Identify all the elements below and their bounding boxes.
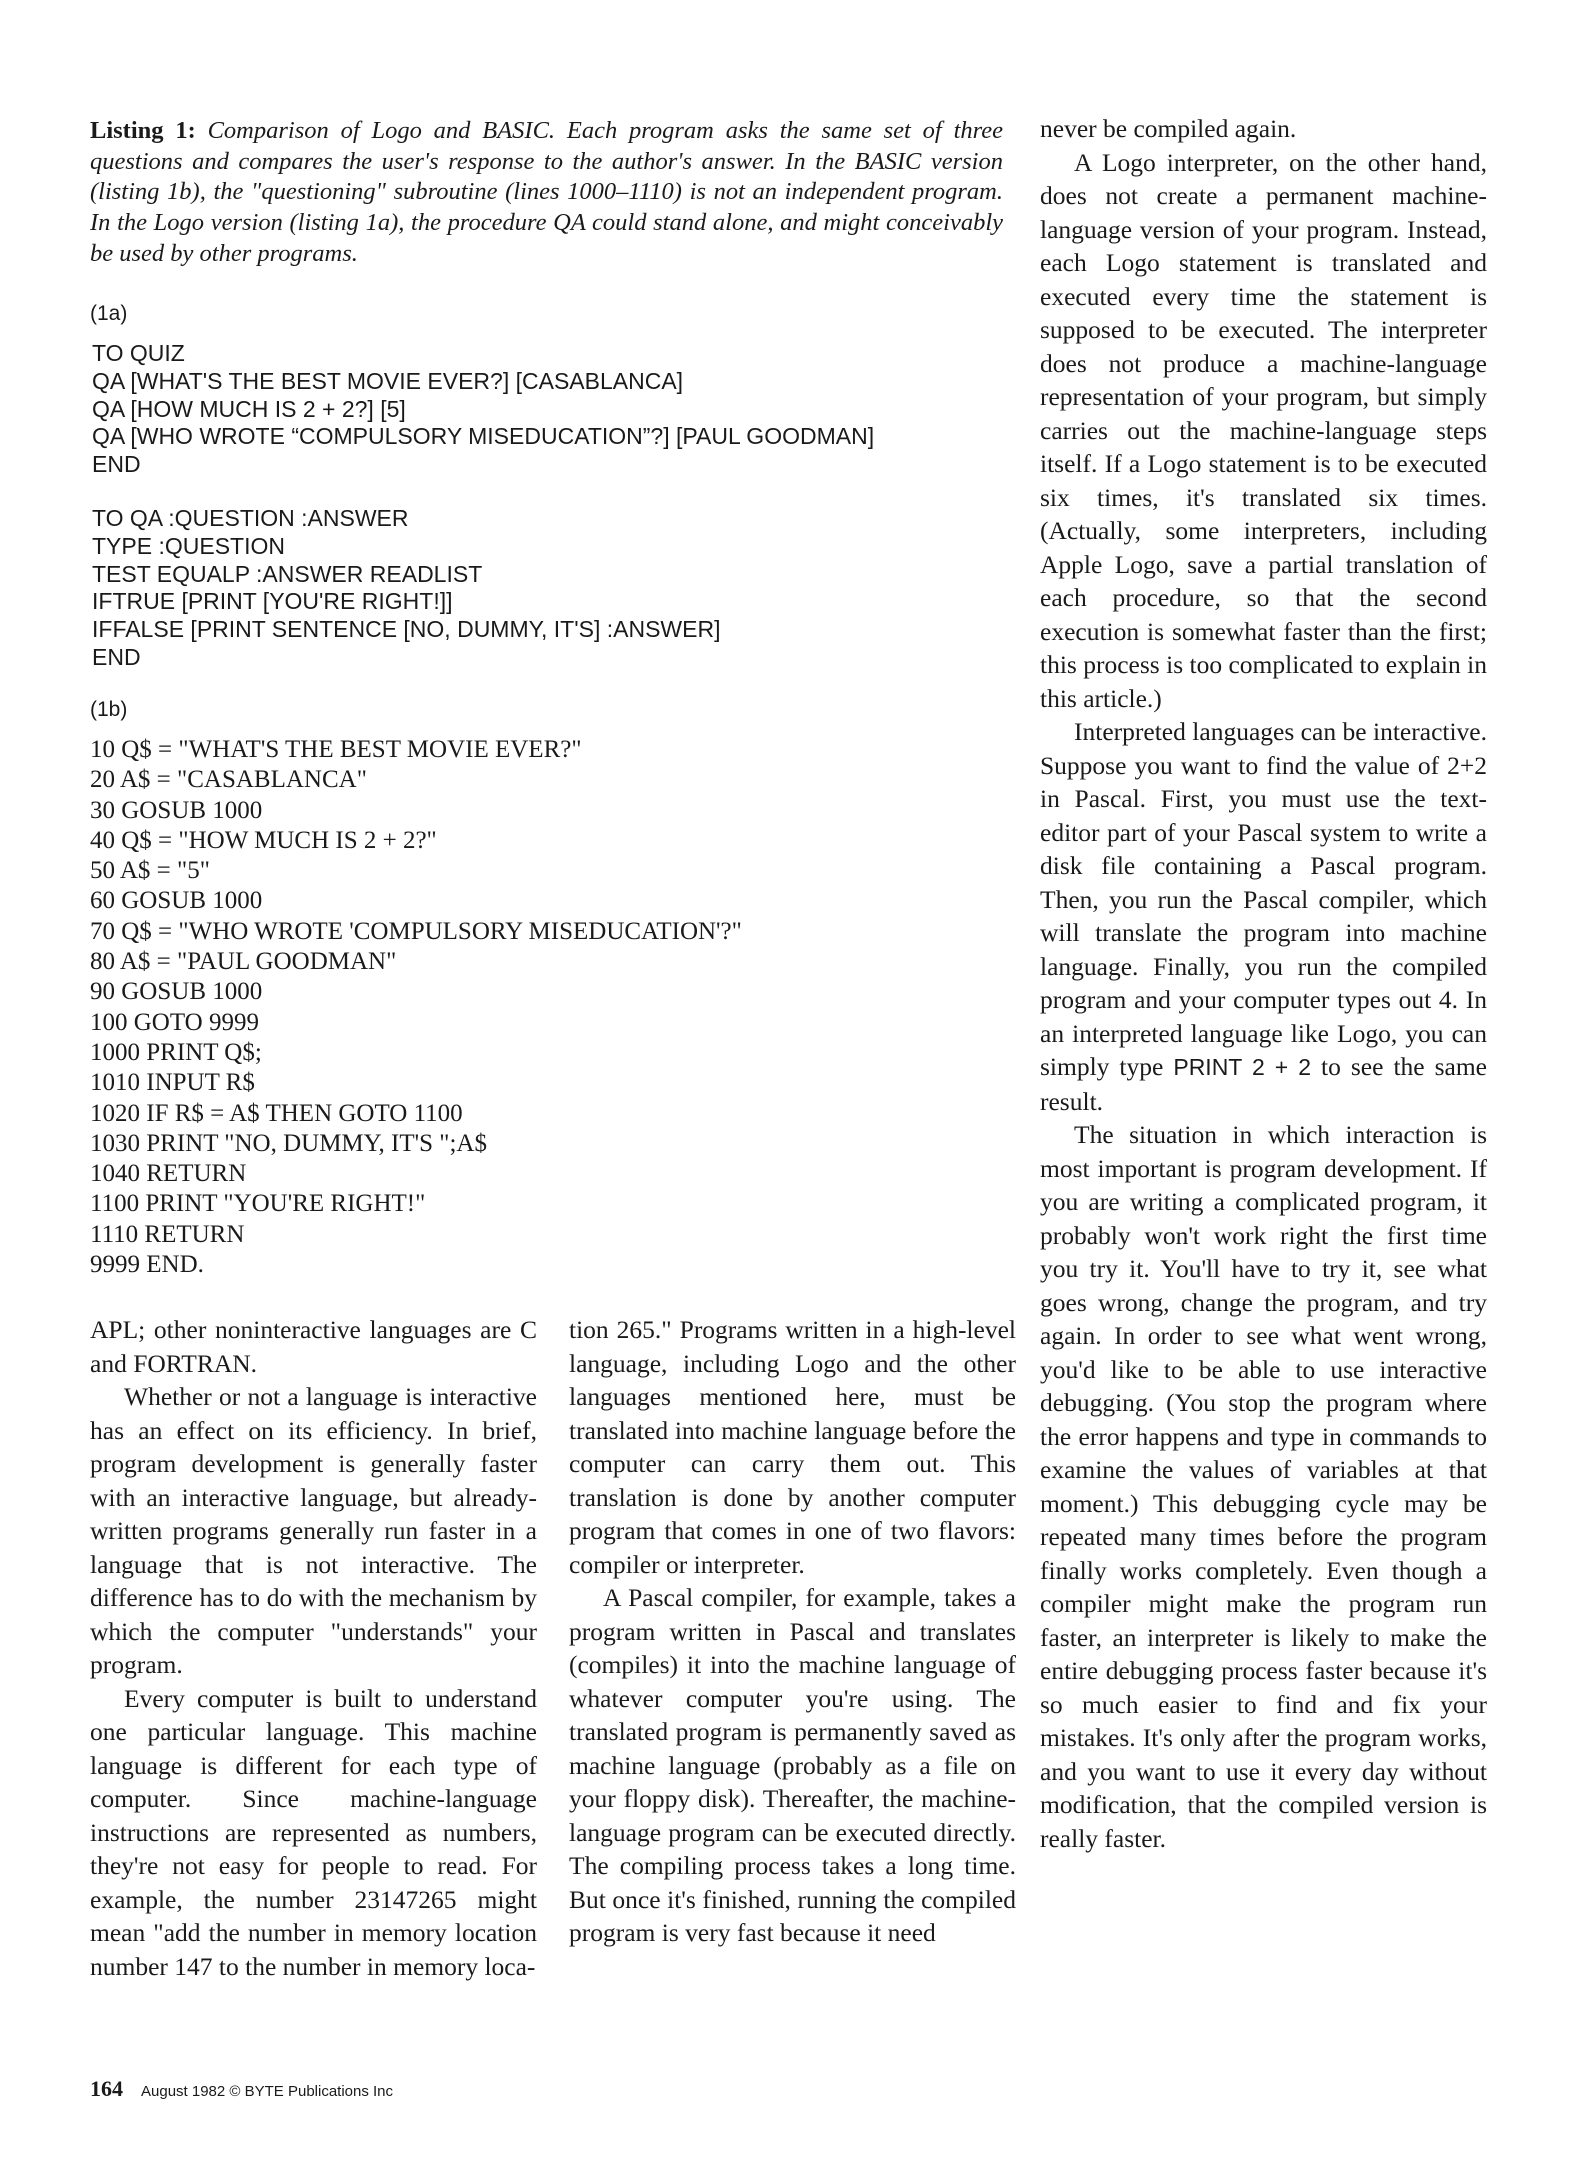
code-line: 1020 IF R$ = A$ THEN GOTO 1100 bbox=[90, 1099, 463, 1127]
paragraph: The situation in which interaction is most important is program development. If you are writing a complicated program, it probably won't work right the first time you try it. You'll have to try it, see what goes wrong, change the program, and try again. In order to see what went wrong, you'd like to be able to use interactive debugging. (You stop the program where the error happens and type in commands to examine the values of variables at that moment.) This debugging cycle may be repeated many times before the program finally works completely. Even though a compiler might make the program run faster, an interpreter is likely to make the entire debugging process faster because it's so much easier to find and fix your mistakes. It's only after the program works, and you want to use it every day without modification, that the compiled version is really faster. bbox=[1040, 1120, 1487, 1853]
paragraph-text: to see the same result. bbox=[1040, 1052, 1488, 1116]
logo-quiz-procedure bbox=[92, 340, 874, 479]
paragraph: Whether or not a language is interactive has an effect on its efficiency. In brief, program development is generally faster with an interactive language, but already-written programs generally run faster in a language that is not interactive. The difference has to do with the mechanism by which the computer "understands" your program. bbox=[90, 1382, 537, 1679]
code-line: QA [WHO WROTE “COMPULSORY MISEDUCATION”?] [PAUL GOODMAN] bbox=[92, 423, 875, 450]
paragraph-text: Interpreted languages can be interactive. Suppose you want to find the value of 2+2 in Pascal. First, you must use the text-editor part of your Pascal system to write a disk file containing a Pascal program. Then, you run the Pascal compiler, which will translate the program into machine language. Finally, you run the compiled program and your computer types out 4. In an interpreted language like Logo, you can simply type bbox=[1040, 717, 1487, 1081]
code-line: TYPE :QUESTION bbox=[92, 532, 285, 559]
paragraph: A Pascal compiler, for example, takes a program written in Pascal and translates (compiles) it into the machine language of whatever computer you're using. The translated program is permanently saved as machine language (probably as a file on your floppy disk). Thereafter, the machine-language program can be executed directly. The compiling process takes a long time. But once it's finished, running the compiled program is very fast because it need bbox=[569, 1583, 1016, 1947]
code-line: 1100 PRINT "YOU'RE RIGHT!" bbox=[90, 1190, 426, 1218]
code-line: 100 GOTO 9999 bbox=[90, 1008, 259, 1036]
code-line: QA [HOW MUCH IS 2 + 2?] [5] bbox=[92, 395, 406, 422]
listing-caption bbox=[90, 116, 1003, 270]
page-number: 164 bbox=[90, 2076, 123, 2101]
column-right bbox=[1040, 112, 1487, 1855]
inline-code: PRINT 2 + 2 bbox=[1173, 1054, 1312, 1080]
caption-label: Listing 1: bbox=[90, 117, 196, 144]
code-line: TEST EQUALP :ANSWER READLIST bbox=[92, 560, 483, 587]
paragraph: APL; other noninteractive languages are C and FORTRAN. bbox=[90, 1315, 537, 1378]
logo-qa-procedure bbox=[92, 505, 720, 672]
code-line: END bbox=[92, 451, 141, 478]
caption-text: Comparison of Logo and BASIC. Each program asks the same set of three questions and compares the user's response to the author's answer. In the BASIC version (listing 1b), the "questioning" subroutine (lines 1000–1110) is not an independent program. In the Logo version (listing 1a), the procedure QA could stand alone, and might conceivably be used by other programs. bbox=[90, 117, 1003, 267]
code-line: 50 A$ = "5" bbox=[90, 857, 210, 885]
publication-credit: August 1982 © BYTE Publications Inc bbox=[141, 2083, 394, 2100]
code-line: 1040 RETURN bbox=[90, 1160, 247, 1188]
code-line: 1000 PRINT Q$; bbox=[90, 1038, 262, 1066]
code-line: 1010 INPUT R$ bbox=[90, 1069, 255, 1097]
code-line: 90 GOSUB 1000 bbox=[90, 978, 263, 1006]
listing-1b-label: (1b) bbox=[90, 698, 128, 721]
paragraph: tion 265." Programs written in a high-level language, including Logo and the other languages mentioned here, must be translated into machine language before the computer can carry them out. This translation is done by another computer program that comes in one of two flavors: compiler or interpreter. bbox=[569, 1315, 1016, 1579]
paragraph: Every computer is built to understand one particular language. This machine language is different for each type of computer. Since machine-language instructions are represented as numbers, they're not easy for people to read. For example, the number 23147265 might mean "add the number in memory location number 147 to the number in memory loca- bbox=[90, 1683, 537, 1981]
code-line: IFTRUE [PRINT [YOU'RE RIGHT!]] bbox=[92, 588, 453, 615]
code-line: 60 GOSUB 1000 bbox=[90, 887, 263, 915]
basic-listing bbox=[90, 735, 742, 1280]
code-line: QA [WHAT'S THE BEST MOVIE EVER?] [CASABLANCA] bbox=[92, 367, 684, 394]
code-line: 40 Q$ = "HOW MUCH IS 2 + 2?" bbox=[90, 826, 437, 854]
code-line: IFFALSE [PRINT SENTENCE [NO, DUMMY, IT'S] :ANSWER] bbox=[92, 616, 721, 643]
code-line: 10 Q$ = "WHAT'S THE BEST MOVIE EVER?" bbox=[90, 736, 582, 763]
paragraph: never be compiled again. bbox=[1040, 114, 1297, 143]
code-line: END bbox=[92, 643, 141, 670]
paragraph: A Logo interpreter, on the other hand, does not create a permanent machine-language version of your program. Instead, each Logo statement is translated and executed every time the statement is supposed to be executed. The interpreter does not produce a machine-language representation of your program, but simply carries out the machine-language steps itself. If a Logo statement is to be executed six times, it's translated six times. (Actually, some interpreters, including Apple Logo, save a partial translation of each procedure, so that the second execution is somewhat faster than the first; this process is too complicated to explain in this article.) bbox=[1040, 147, 1487, 713]
column-left bbox=[90, 1313, 537, 1983]
code-line: 80 A$ = "PAUL GOODMAN" bbox=[90, 948, 397, 976]
code-line: 1030 PRINT "NO, DUMMY, IT'S ";A$ bbox=[90, 1129, 487, 1157]
code-line: 1110 RETURN bbox=[90, 1220, 245, 1248]
column-middle bbox=[569, 1313, 1016, 1950]
page-footer bbox=[90, 2076, 393, 2102]
code-line: TO QA :QUESTION :ANSWER bbox=[92, 505, 409, 531]
code-line: TO QUIZ bbox=[92, 340, 185, 366]
code-line: 30 GOSUB 1000 bbox=[90, 796, 263, 824]
code-line: 20 A$ = "CASABLANCA" bbox=[90, 766, 367, 794]
code-line: 9999 END. bbox=[90, 1251, 204, 1279]
code-line: 70 Q$ = "WHO WROTE 'COMPULSORY MISEDUCATION'?" bbox=[90, 917, 742, 945]
paragraph bbox=[1040, 715, 1487, 1118]
listing-1a-label: (1a) bbox=[90, 302, 128, 325]
